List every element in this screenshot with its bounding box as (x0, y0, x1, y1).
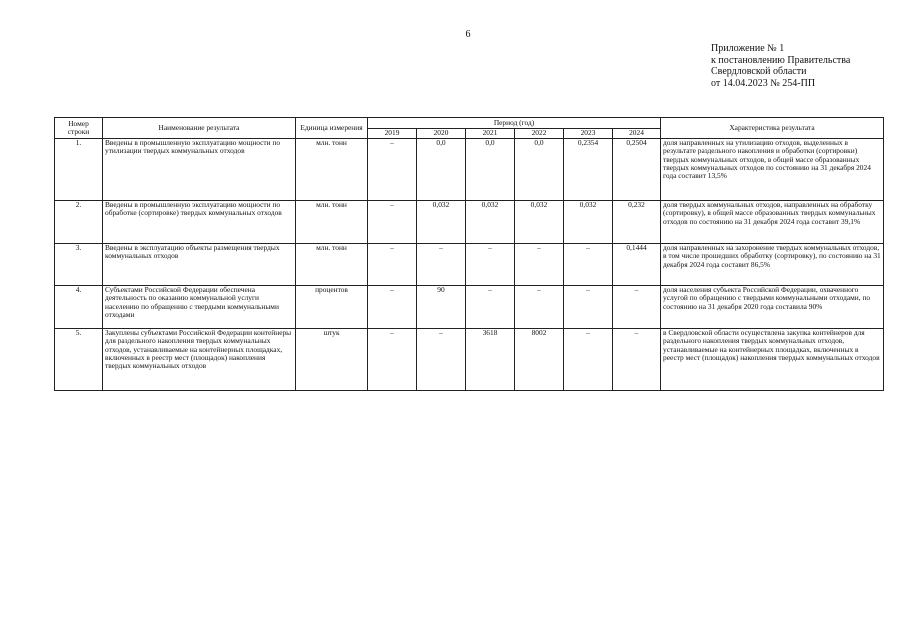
table-row (55, 286, 884, 329)
header-year: 2020 (417, 129, 466, 139)
result-name: Закуплены субъектами Российской Федерации контейнеры для раздельного накопления твердых коммунальных отходов, устанавливаемые на контейнерных площадках, включенных в реестр мест (площадок) накопления твердых коммунальных отходов (103, 329, 296, 391)
row-number: 3. (55, 244, 103, 286)
header-row-number: Номер строки (55, 118, 103, 139)
value-2023: – (564, 244, 613, 286)
table-row (55, 329, 884, 391)
result-characteristic: доля населения субъекта Российской Федерации, охваченного услугой по обращению с твердыми коммунальными отходами, по состоянию на 31 декабря 2020 года составила 90% (661, 286, 884, 329)
table-header (55, 118, 884, 139)
header-year: 2019 (368, 129, 417, 139)
header-unit: Единица измерения (296, 118, 368, 139)
approval-line-2: к постановлению Правительства (711, 54, 851, 66)
result-characteristic: в Свердловской области осуществлена закупка контейнеров для раздельного накопления твердых коммунальных отходов, устанавливаемые на контейнерных площадках, включенных в реестр мест (площадок) накопления твердых коммунальных отходов (661, 329, 884, 391)
value-2019: – (368, 201, 417, 244)
result-name: Введены в промышленную эксплуатацию мощности по утилизации твердых коммунальных отходов (103, 139, 296, 201)
value-2020: 0,032 (417, 201, 466, 244)
approval-block (711, 43, 850, 89)
value-2021: 0,0 (466, 139, 515, 201)
result-characteristic: доля направленных на утилизацию отходов, выделенных в результате раздельного накопления и обработки (сортировки) твердых коммунальных отходов, в общей массе образованных твердых коммунальных отходов по состоянию на 31 декабря 2024 года составит 13,5% (661, 139, 884, 201)
value-2024: 0,232 (613, 201, 661, 244)
row-number: 2. (55, 201, 103, 244)
value-2021: – (466, 286, 515, 329)
unit: млн. тонн (296, 139, 368, 201)
value-2020: – (417, 329, 466, 391)
value-2019: – (368, 329, 417, 391)
approval-line-3: Свердловской области (711, 66, 807, 77)
unit: млн. тонн (296, 201, 368, 244)
header-year: 2022 (515, 129, 564, 139)
value-2023: – (564, 286, 613, 329)
page-number: 6 (465, 29, 471, 40)
value-2019: – (368, 244, 417, 286)
header-year: 2021 (466, 129, 515, 139)
approval-line-1: Приложение № 1 (711, 43, 785, 54)
result-characteristic: доля направленных на захоронение твердых коммунальных отходов, в том числе прошедших обработку (сортировку), по состоянию на 31 декабря 2024 года составит 86,5% (661, 244, 884, 286)
value-2022: – (515, 286, 564, 329)
result-name: Введены в промышленную эксплуатацию мощности по обработке (сортировке) твердых коммунальных отходов (103, 201, 296, 244)
value-2022: – (515, 244, 564, 286)
row-number: 4. (55, 286, 103, 329)
value-2024: 0,1444 (613, 244, 661, 286)
value-2021: 0,032 (466, 201, 515, 244)
result-name: Субъектами Российской Федерации обеспечена деятельность по оказанию коммунальной услуги населению по обращению с твердыми коммунальными отходами (103, 286, 296, 329)
table-row (55, 139, 884, 201)
value-2023: – (564, 329, 613, 391)
value-2022: 8002 (515, 329, 564, 391)
value-2024: 0,2504 (613, 139, 661, 201)
approval-line-4: от 14.04.2023 № 254-ПП (711, 77, 816, 89)
results-table (54, 117, 884, 391)
result-name: Введены в эксплуатацию объекты размещения твердых коммунальных отходов (103, 244, 296, 286)
value-2020: 0,0 (417, 139, 466, 201)
value-2022: 0,0 (515, 139, 564, 201)
header-result-name: Наименование результата (103, 118, 296, 139)
value-2023: 0,2354 (564, 139, 613, 201)
value-2020: 90 (417, 286, 466, 329)
value-2022: 0,032 (515, 201, 564, 244)
value-2023: 0,032 (564, 201, 613, 244)
value-2024: – (613, 329, 661, 391)
row-number: 1. (55, 139, 103, 201)
value-2019: – (368, 139, 417, 201)
table-body (55, 139, 884, 391)
value-2019: – (368, 286, 417, 329)
header-characteristic: Характеристика результата (661, 118, 884, 139)
result-characteristic: доля твердых коммунальных отходов, направленных на обработку (сортировку), в общей массе образованных твердых коммунальных отходов по состоянию на 31 декабря 2024 года составит 39,1% (661, 201, 884, 244)
value-2021: 3618 (466, 329, 515, 391)
unit: процентов (296, 286, 368, 329)
unit: млн. тонн (296, 244, 368, 286)
value-2021: – (466, 244, 515, 286)
table-row (55, 201, 884, 244)
row-number: 5. (55, 329, 103, 391)
unit: штук (296, 329, 368, 391)
table-row (55, 244, 884, 286)
value-2024: – (613, 286, 661, 329)
header-year: 2023 (564, 129, 613, 139)
header-year: 2024 (613, 129, 661, 139)
header-period: Период (год) (368, 118, 661, 129)
value-2020: – (417, 244, 466, 286)
